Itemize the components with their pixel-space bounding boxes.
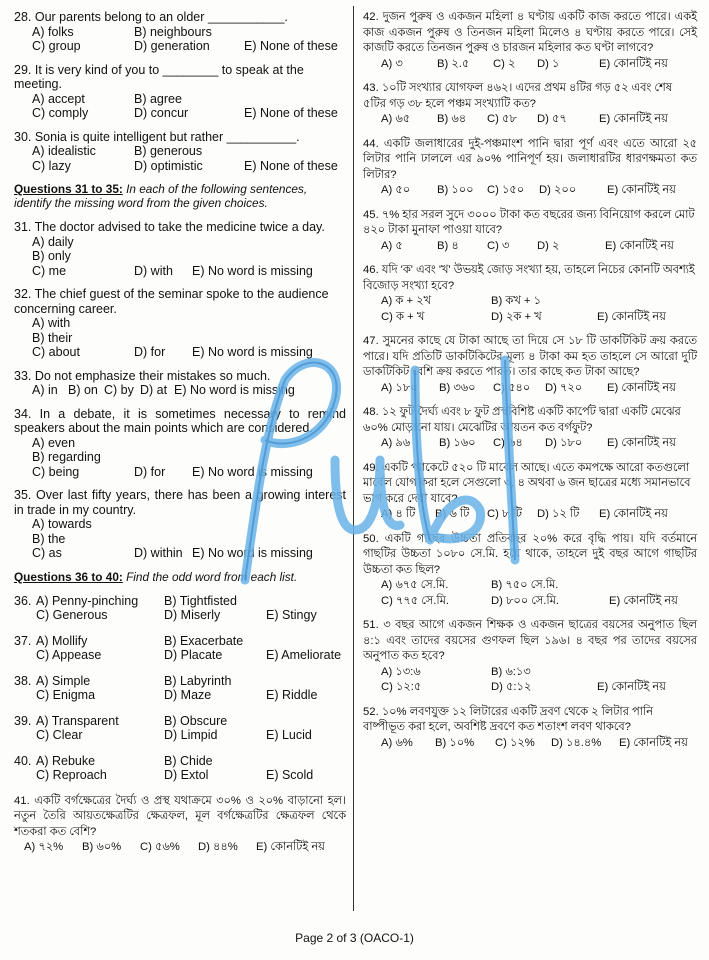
question-45 — [363, 208, 697, 255]
option-c[interactable]: C) me — [32, 263, 67, 278]
option-e[interactable]: E) No word is missing — [192, 464, 313, 479]
question-text: 30. Sonia is quite intelligent but rather __________. — [14, 129, 300, 144]
question-text: 35. Over last fifty years, there has been a growing interest in trade in my country. — [14, 488, 346, 517]
option-e[interactable]: E) কোনটিই নয় — [619, 736, 688, 749]
options-e — [266, 674, 346, 703]
option-c[interactable]: C) Appease — [36, 648, 102, 662]
option-a[interactable]: A) Penny-pinching — [36, 593, 139, 608]
question-options — [381, 436, 697, 452]
options-e — [266, 634, 346, 663]
option-c[interactable]: C) Generous — [36, 608, 108, 622]
option-b[interactable]: B) ৪ — [437, 239, 459, 252]
option-e[interactable]: E) কোনটিই নয় — [599, 57, 668, 70]
option-b[interactable]: B) ৬০% — [82, 841, 122, 853]
option-e[interactable]: E) কোনটিই নয় — [256, 841, 325, 853]
question-38 — [14, 674, 346, 703]
option-e[interactable]: E) কোনটিই নয় — [609, 594, 678, 607]
option-e[interactable]: E) No word is missing — [192, 263, 313, 278]
question-32 — [14, 287, 346, 360]
option-c[interactable]: C) group — [32, 39, 81, 53]
option-b[interactable]: B) Chide — [164, 753, 213, 768]
question-33 — [14, 369, 346, 398]
option-d[interactable]: D) optimistic — [134, 158, 203, 173]
option-b[interactable]: B) ২.৫ — [437, 57, 470, 70]
option-a[interactable]: A) Rebuke — [36, 753, 96, 768]
question-43 — [363, 81, 697, 128]
question-31 — [14, 220, 346, 278]
options-e — [266, 594, 346, 623]
option-e[interactable]: E) No word is missing — [174, 383, 295, 397]
question-46 — [363, 263, 697, 325]
option-a[interactable]: A) accept — [32, 91, 85, 106]
question-options — [32, 517, 346, 561]
option-d[interactable]: D) ৭২০ — [545, 381, 583, 394]
option-a[interactable]: A) ৫ — [381, 239, 403, 252]
question-text: 48. ১২ ফুট দৈর্ঘ্য এবং ৮ ফুট প্রস্থবিশিষ্ট একটি কার্পেট দ্বারা একটি মেঝের ৬০% মোড়ানো যায়। মেঝেটির আয়তন কত বর্গফুট? — [363, 406, 681, 434]
question-options — [32, 383, 346, 398]
options-ac — [36, 674, 164, 703]
section-heading-36-40 — [14, 570, 346, 584]
options-bd — [164, 594, 266, 623]
question-text: 46. যদি 'ক' এবং 'খ' উভয়ই জোড় সংখ্যা হয়, তাহলে নিচের কোনটি অবশ্যই বিজোড় সংখ্যা হবে? — [363, 264, 695, 292]
option-b[interactable]: B) কখ + ১ — [491, 295, 541, 307]
option-c[interactable]: C) ৫৬% — [140, 841, 180, 853]
option-c[interactable]: C) ৫৪০ — [493, 381, 531, 394]
option-c[interactable]: C) comply — [32, 106, 89, 120]
option-c[interactable]: C) ৮ টি — [487, 508, 522, 520]
question-51 — [363, 618, 697, 696]
option-b[interactable]: B) ৬ টি — [435, 508, 470, 520]
options-e — [266, 754, 346, 783]
option-d[interactable]: D) Maze — [164, 688, 212, 702]
option-a[interactable]: A) towards — [32, 517, 92, 531]
question-text: 32. The chief guest of the seminar spoke to the audience concerning career. — [14, 287, 329, 316]
option-d[interactable]: D) ৫:১২ — [491, 681, 532, 693]
option-e[interactable]: E) কোনটিই নয় — [597, 310, 666, 323]
question-number: 36. — [14, 593, 32, 608]
option-b[interactable]: B) ৩৬০ — [439, 381, 476, 394]
option-d[interactable]: D) Placate — [164, 648, 223, 662]
question-30 — [14, 130, 346, 174]
option-d[interactable]: D) ১৪.৪% — [551, 736, 602, 749]
option-e[interactable]: E) Lucid — [266, 728, 312, 742]
option-c[interactable]: C) as — [32, 546, 62, 560]
option-a[interactable]: A) ক + ২খ — [381, 295, 431, 307]
question-52 — [363, 705, 697, 752]
option-b[interactable]: B) Labyrinth — [164, 673, 232, 688]
question-text: 45. ৭% হার সরল সুদে ৩০০০ টাকা কত বছরের জন্য বিনিয়োগ করলে মোট ৪২০ টাকা মুনাফা পাওয়া যাবে? — [363, 208, 695, 236]
question-44 — [363, 137, 697, 199]
option-c[interactable]: C) Clear — [36, 728, 83, 742]
option-e[interactable]: E) None of these — [244, 106, 338, 120]
question-49 — [363, 461, 697, 523]
question-options — [381, 736, 697, 752]
question-28 — [14, 10, 346, 54]
question-text: 41. একটি বর্গক্ষেত্রের দৈর্ঘ্য ও প্রস্থ যথাক্রমে ৩০% ও ২০% বাড়ানো হল। নতুন তৈরি আয়তক্ষেত্রটির ক্ষেত্রফল, মূল বর্গক্ষেত্রটির ক্ষেত্রফল থেকে শতকরা কত বেশি? — [14, 794, 346, 838]
options-ac — [36, 714, 164, 743]
option-a[interactable]: A) in — [32, 383, 58, 397]
question-34 — [14, 407, 346, 480]
option-c[interactable]: C) about — [32, 345, 80, 359]
question-text: 33. Do not emphasize their mistakes so much. — [14, 368, 271, 383]
options-bd — [164, 754, 266, 783]
question-options — [32, 92, 346, 121]
option-c[interactable]: C) ৭৭৫ সে.মি. — [381, 594, 450, 607]
question-text: 34. In a debate, it is sometimes necessary to remind speakers about the main points which are considered. — [14, 406, 346, 435]
section-label: Questions 31 to 35: — [14, 182, 123, 196]
question-40 — [14, 754, 346, 783]
option-c[interactable]: C) ২ — [493, 57, 516, 70]
option-c[interactable]: C) Reproach — [36, 768, 107, 782]
option-d[interactable]: D) with — [134, 263, 173, 278]
option-d[interactable]: D) generation — [134, 39, 210, 53]
option-a[interactable]: A) with — [32, 316, 71, 330]
option-e[interactable]: E) Riddle — [266, 688, 318, 702]
option-c[interactable]: C) Enigma — [36, 688, 96, 702]
options-bd — [164, 714, 266, 743]
option-c[interactable]: C) ৫৮ — [487, 113, 517, 125]
option-e[interactable]: E) কোনটিই নয় — [599, 508, 668, 520]
question-number: 38. — [14, 673, 32, 688]
option-c[interactable]: C) ১২% — [495, 736, 535, 749]
question-options — [381, 294, 697, 325]
option-e[interactable]: E) None of these — [244, 158, 338, 173]
question-35 — [14, 488, 346, 561]
option-b[interactable]: B) agree — [134, 91, 182, 106]
question-39 — [14, 714, 346, 743]
option-d[interactable]: D) Miserly — [164, 608, 221, 622]
option-a[interactable]: A) ৬৭৫ সে.মি. — [381, 579, 449, 591]
option-a[interactable]: A) Simple — [36, 673, 91, 688]
option-e[interactable]: E) Scold — [266, 768, 314, 782]
option-d[interactable]: D) for — [134, 464, 166, 479]
right-column — [363, 10, 697, 760]
option-d[interactable]: D) ১২ টি — [537, 508, 580, 520]
question-options — [32, 235, 346, 279]
option-a[interactable]: A) ৬৫ — [381, 113, 411, 125]
question-options — [32, 25, 346, 54]
option-b[interactable]: B) ৬৪ — [437, 113, 467, 125]
options-bd — [164, 634, 266, 663]
option-e[interactable]: E) কোনটিই নয় — [597, 681, 666, 693]
question-options — [381, 578, 697, 609]
question-options — [381, 665, 697, 696]
option-b[interactable]: B) ৬:১৩ — [491, 665, 531, 678]
option-a[interactable]: A) Transparent — [36, 713, 119, 728]
question-number: 40. — [14, 753, 32, 768]
question-36 — [14, 594, 346, 623]
option-c[interactable]: C) ৬৪ — [493, 437, 523, 449]
option-e[interactable]: E) কোনটিই নয় — [607, 184, 676, 196]
question-text: 50. একটি গাছের উচ্চতা প্রতিবছর ২০% করে বৃদ্ধি পায়। যদি বর্তমানে গাছটির উচ্চতা ১০৮০ সে.মি. হয়ে থাকে, তাহলে দুই বছর আগে গাছটির উচ্চতা কত ছিল? — [363, 532, 697, 576]
option-a[interactable]: A) daily — [32, 234, 74, 249]
option-b[interactable]: B) on — [68, 383, 98, 397]
option-e[interactable]: E) কোনটিই নয় — [599, 113, 668, 125]
option-a[interactable]: A) ১৮০ — [381, 381, 418, 394]
question-text: 49. একটি প্যাকেটে ৫২০ টি মার্বেল আছে। এতে কমপক্ষে আরো কতগুলো মার্বেল যোগ করা হলে সেগুলো ৩, ৪ অথবা ৬ জন ছাত্রের মধ্যে সমানভাবে ভাগ করে দেয়া যাবে? — [363, 461, 691, 505]
question-text: 51. ৩ বছর আগে একজন শিক্ষক ও একজন ছাত্রের বয়সের অনুপাত ছিল ৪:১ এবং তাদের বয়সের গুণফল ছিল ১৯৬। ৪ বছর পর তাদের বয়সের অনুপাত কত হবে? — [363, 619, 697, 662]
section-heading-31-35 — [14, 182, 346, 210]
question-options — [32, 436, 346, 480]
option-b[interactable]: B) neighbours — [134, 24, 212, 39]
option-d[interactable]: D) ১৮০ — [545, 437, 583, 449]
question-options — [381, 57, 697, 73]
option-b[interactable]: B) Obscure — [164, 713, 228, 728]
question-options — [381, 239, 697, 255]
option-e[interactable]: E) No word is missing — [192, 546, 313, 560]
question-options — [381, 112, 697, 128]
option-c[interactable]: C) ৩ — [487, 239, 510, 252]
question-text: 47. সুমনের কাছে যে টাকা আছে তা দিয়ে সে ১৮ টি ডাকটিকিট ক্রয় করতে পারে। যদি প্রতিটি ডাকটিকিটের মূল্য ৪ টাকা কম হত তাহলে সে আরো দুটি ডাকটিকিট বেশি ক্রয় করতে পারত। তার কাছে কত টাকা আছে? — [363, 335, 697, 378]
option-a[interactable]: A) even — [32, 435, 76, 450]
option-d[interactable]: D) Limpid — [164, 728, 218, 742]
odd-word-list — [14, 594, 346, 783]
question-options — [32, 316, 346, 360]
option-a[interactable]: A) ৯৬ — [381, 437, 411, 449]
column-divider — [353, 6, 354, 911]
option-d[interactable]: D) concur — [134, 106, 189, 120]
question-29 — [14, 63, 346, 121]
option-b[interactable]: B) ৭৫০ সে.মি. — [491, 579, 559, 591]
option-d[interactable]: D) ২০০ — [539, 184, 577, 196]
option-d[interactable]: D) at — [140, 383, 168, 397]
option-b[interactable]: B) ১০০ — [437, 184, 474, 196]
options-ac — [36, 594, 164, 623]
question-text: 42. দুজন পুরুষ ও একজন মহিলা ৪ ঘণ্টায় একটি কাজ করতে পারে। একই কাজ একজন পুরুষ ও তিনজন মহিলা মিলেও ৪ ঘণ্টায় করতে পারে। সেই কাজটি করতে তিনজন পুরুষ ও চারজন মহিলার কত ঘণ্টা লাগবে? — [363, 11, 697, 54]
option-c[interactable]: C) being — [32, 464, 80, 479]
question-number: 37. — [14, 633, 32, 648]
question-number: 39. — [14, 713, 32, 728]
option-d[interactable]: D) within — [134, 546, 183, 560]
section-label: Questions 36 to 40: — [14, 569, 123, 584]
section-instruction: In each of the following sentences, identify the missing word from the given choices. — [14, 182, 308, 210]
question-options — [381, 381, 697, 397]
option-a[interactable]: A) idealistic — [32, 144, 96, 158]
option-a[interactable]: A) ৪ টি — [381, 508, 416, 520]
option-b[interactable]: B) ১৬০ — [439, 437, 476, 449]
option-b[interactable]: B) the — [32, 531, 66, 546]
option-b[interactable]: B) regarding — [32, 450, 101, 464]
options-ac — [36, 634, 164, 663]
option-b[interactable]: B) Tightfisted — [164, 593, 237, 608]
left-column — [14, 10, 346, 865]
option-d[interactable]: D) ৪৪% — [198, 841, 238, 853]
option-a[interactable]: A) folks — [32, 24, 74, 39]
question-41 — [14, 794, 346, 856]
option-a[interactable]: A) ১৩:৬ — [381, 665, 421, 678]
option-d[interactable]: D) ২ক + খ — [491, 310, 542, 323]
option-a[interactable]: A) ৬% — [381, 736, 413, 749]
option-d[interactable]: D) ৮০০ সে.মি. — [491, 594, 560, 607]
question-text: 43. ১০টি সংখ্যার যোগফল ৪৬২। এদের প্রথম ৪টির গড় ৫২ এবং শেষ ৫টির গড় ৩৮ হলে পঞ্চম সংখ্যাটি কত? — [363, 82, 672, 110]
question-37 — [14, 634, 346, 663]
option-a[interactable]: A) Mollify — [36, 633, 88, 648]
section-instruction: Find the odd word from each list. — [122, 569, 298, 584]
option-c[interactable]: C) ১২:৫ — [381, 681, 422, 693]
option-e[interactable]: E) কোনটিই নয় — [605, 239, 674, 252]
option-d[interactable]: D) ১ — [537, 57, 560, 70]
option-e[interactable]: E) Stingy — [266, 608, 317, 622]
option-e[interactable]: E) No word is missing — [192, 345, 313, 359]
question-text: 28. Our parents belong to an older ___________. — [14, 10, 288, 24]
question-42 — [363, 10, 697, 72]
question-options — [381, 507, 697, 523]
option-c[interactable]: C) by — [104, 383, 134, 397]
question-text: 31. The doctor advised to take the medicine twice a day. — [14, 220, 325, 234]
option-b[interactable]: B) their — [32, 330, 73, 345]
question-50 — [363, 532, 697, 610]
question-options — [32, 144, 346, 173]
option-c[interactable]: C) lazy — [32, 158, 71, 173]
option-b[interactable]: B) generous — [134, 144, 203, 158]
question-48 — [363, 405, 697, 452]
question-text: 44. একটি জলাধারের দুই-পঞ্চমাংশ পানি দ্বারা পূর্ণ এবং এতে আরো ২৫ লিটার পানি ঢাললে এর ৯০% পানিপূর্ণ হয়। জলাধারটির ধারণক্ষমতা কত লিটার? — [363, 137, 697, 181]
option-e[interactable]: E) Ameliorate — [266, 648, 342, 662]
options-ac — [36, 754, 164, 783]
question-text: 29. It is very kind of you to ________ to speak at the meeting. — [14, 62, 304, 91]
option-d[interactable]: D) Extol — [164, 768, 209, 782]
option-c[interactable]: C) ১৫০ — [487, 184, 525, 196]
option-d[interactable]: D) ২ — [537, 239, 560, 252]
option-a[interactable]: A) ৭২% — [24, 841, 64, 853]
option-c[interactable]: C) ক + খ — [381, 310, 425, 323]
question-text: 52. ১০% লবণযুক্ত ১২ লিটারের একটি দ্রবণ থেকে ২ লিটার পানি বাষ্পীভূত করা হলে, অবশিষ্ট দ্রবণে কত শতাংশ লবণ থাকবে? — [363, 705, 653, 733]
options-bd — [164, 674, 266, 703]
options-e — [266, 714, 346, 743]
option-a[interactable]: A) ৩ — [381, 57, 403, 70]
option-b[interactable]: B) ১০% — [435, 736, 475, 749]
option-d[interactable]: D) for — [134, 345, 166, 359]
page-footer: Page 2 of 3 (OACO-1) — [295, 931, 414, 945]
question-options — [24, 840, 346, 856]
option-e[interactable]: E) None of these — [244, 39, 338, 53]
question-47 — [363, 334, 697, 396]
option-b[interactable]: B) only — [32, 249, 71, 263]
question-options — [381, 183, 697, 199]
option-a[interactable]: A) ৫০ — [381, 184, 411, 196]
option-e[interactable]: E) কোনটিই নয় — [607, 381, 676, 394]
option-e[interactable]: E) কোনটিই নয় — [607, 437, 676, 449]
option-d[interactable]: D) ৫৭ — [537, 113, 567, 125]
option-b[interactable]: B) Exacerbate — [164, 633, 244, 648]
